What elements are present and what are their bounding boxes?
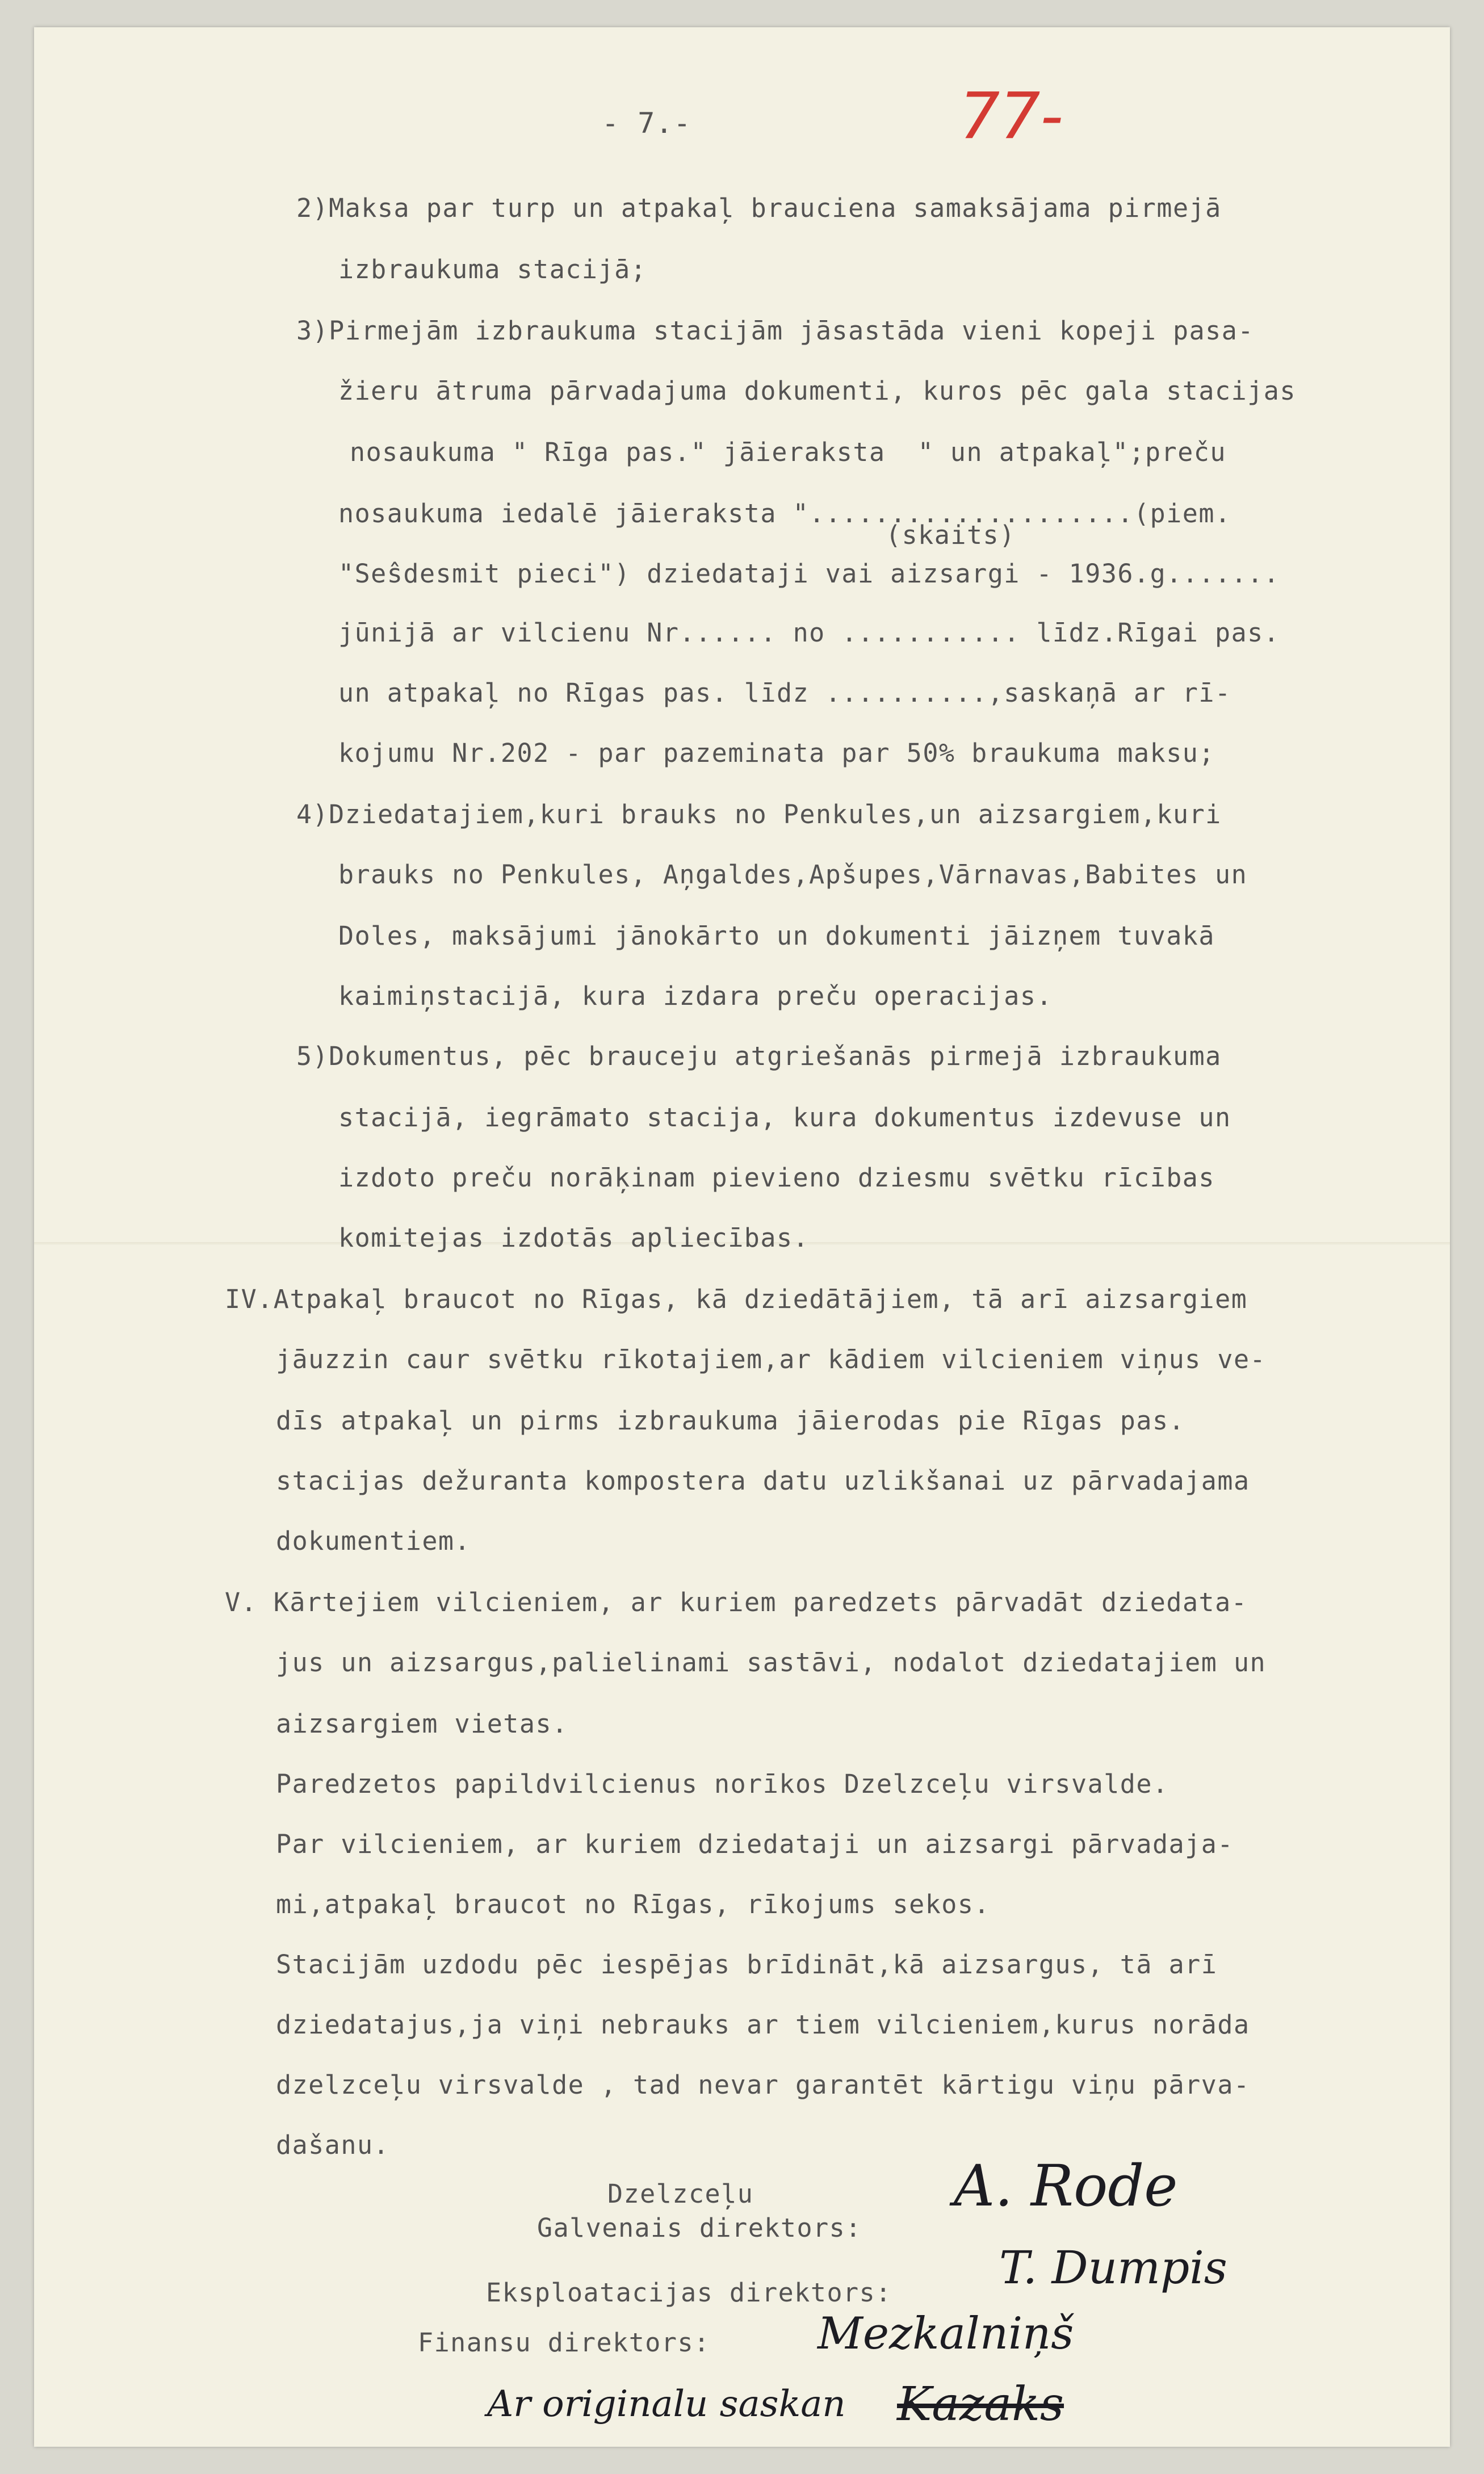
- text-line: dzelzceļu virsvalde , tad nevar garantēt kārtigu viņu pārva-: [276, 2070, 1250, 2100]
- text-line: Paredzetos papildvilcienus norīkos Dzelzceļu virsvalde.: [276, 1769, 1169, 1799]
- text-line: "Seŝdesmit pieci") dziedataji vai aizsargi - 1936.g.......: [338, 559, 1280, 589]
- document-page: [34, 27, 1450, 2447]
- signature-role-label: Finansu direktors:: [418, 2328, 710, 2358]
- text-line: 3)Pirmejām izbraukuma stacijām jāsastāda vieni kopeji pasa-: [296, 316, 1254, 346]
- text-line: jus un aizsargus,palielinami sastāvi, nodalot dziedatajiem un: [276, 1647, 1267, 1678]
- text-line: Par vilcieniem, ar kuriem dziedataji un aizsargi pārvadaja-: [276, 1829, 1234, 1859]
- handwritten-signature: Mezkalniņš: [818, 2308, 1074, 2359]
- text-line: brauks no Penkules, Aņgaldes,Apšupes,Vārnavas,Babites un: [338, 859, 1248, 890]
- page-number: - 7.-: [602, 107, 692, 140]
- handwritten-certification: Ar originalu saskan: [487, 2383, 846, 2425]
- text-line: IV.Atpakaļ braucot no Rīgas, kā dziedātājiem, tā arī aizsargiem: [225, 1284, 1248, 1314]
- text-line: Stacijām uzdodu pēc iespējas brīdināt,kā aizsargus, tā arī: [276, 1949, 1218, 1980]
- text-line: 2)Maksa par turp un atpakaļ brauciena samaksājama pirmejā: [296, 193, 1222, 223]
- text-line: 5)Dokumentus, pēc brauceju atgriešanās pirmejā izbraukuma: [296, 1041, 1222, 1071]
- text-line: izbraukuma stacijā;: [338, 254, 647, 284]
- text-line: Doles, maksājumi jānokārto un dokumenti jāizņem tuvakā: [338, 921, 1215, 951]
- text-line: V. Kārtejiem vilcieniem, ar kuriem paredzets pārvadāt dziedata-: [225, 1587, 1248, 1617]
- signature-role-label: Eksploatacijas direktors:: [486, 2278, 892, 2308]
- text-line: dokumentiem.: [276, 1526, 471, 1556]
- interlinear-note: (skaits): [886, 520, 1016, 550]
- text-line: nosaukuma " Rīga pas." jāieraksta " un atpakaļ";preču: [350, 437, 1226, 467]
- text-line: jāuzzin caur svētku rīkotajiem,ar kādiem vilcieniem viņus ve-: [276, 1344, 1267, 1374]
- signature-org-label: Dzelzceļu: [607, 2179, 754, 2209]
- text-line: 4)Dziedatajiem,kuri brauks no Penkules,un aizsargiem,kuri: [296, 799, 1222, 829]
- text-line: dīs atpakaļ un pirms izbraukuma jāierodas pie Rīgas pas.: [276, 1406, 1185, 1436]
- text-line: kojumu Nr.202 - par pazeminata par 50% braukuma maksu;: [338, 738, 1215, 768]
- handwritten-signature: T. Dumpis: [999, 2241, 1227, 2294]
- text-line: dašanu.: [276, 2130, 390, 2160]
- text-line: aizsargiem vietas.: [276, 1709, 568, 1739]
- text-line: un atpakaļ no Rīgas pas. līdz ..........,saskaņā ar rī-: [338, 678, 1231, 708]
- text-line: kaimiņstacijā, kura izdara preču operacijas.: [338, 981, 1053, 1011]
- handwritten-signature: Kazaks: [897, 2377, 1064, 2431]
- handwritten-signature: A. Rode: [954, 2153, 1178, 2219]
- text-line: jūnijā ar vilcienu Nr...... no ........... līdz.Rīgai pas.: [338, 618, 1280, 648]
- text-line: žieru ātruma pārvadajuma dokumenti, kuros pēc gala stacijas: [338, 376, 1296, 406]
- text-line: nosaukuma iedalē jāieraksta "....................(piem.: [338, 498, 1231, 529]
- signature-role-label: Galvenais direktors:: [537, 2213, 862, 2243]
- text-line: stacijā, iegrāmato stacija, kura dokumentus izdevuse un: [338, 1102, 1231, 1133]
- text-line: komitejas izdotās apliecības.: [338, 1223, 810, 1253]
- text-line: stacijas dežuranta kompostera datu uzlikšanai uz pārvadajama: [276, 1466, 1250, 1496]
- folio-number: 77-: [959, 79, 1063, 153]
- text-line: izdoto preču norāķinam pievieno dziesmu svētku rīcības: [338, 1163, 1215, 1193]
- text-line: dziedatajus,ja viņi nebrauks ar tiem vilcieniem,kurus norāda: [276, 2010, 1250, 2040]
- text-line: mi,atpakaļ braucot no Rīgas, rīkojums sekos.: [276, 1889, 991, 1919]
